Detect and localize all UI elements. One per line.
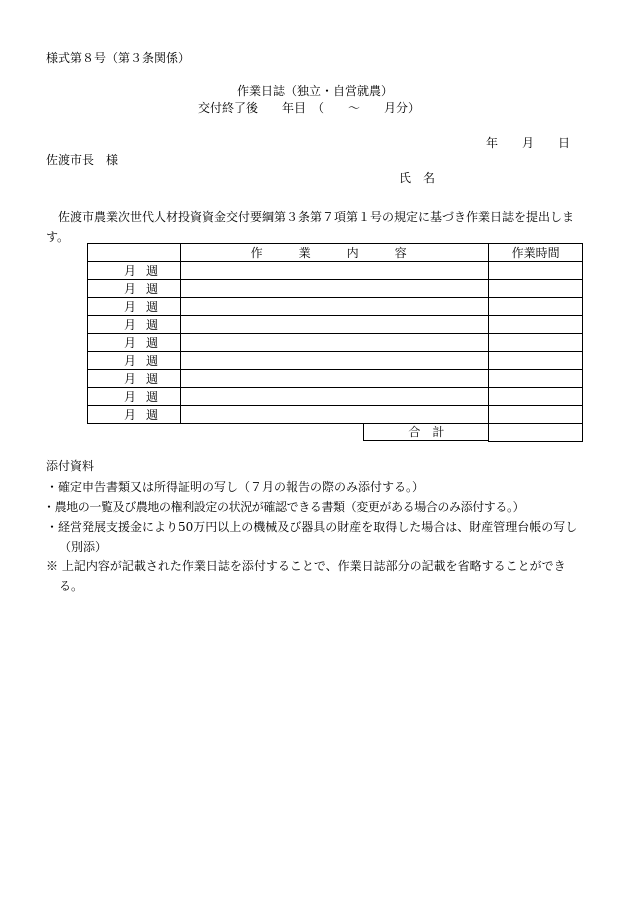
week-label: 週: [146, 371, 159, 386]
week-label-cell: [88, 280, 181, 298]
attachment-note: ※ 上記内容が記載された作業日誌を添付することで、作業日誌部分の記載を省略することができる。: [46, 559, 566, 593]
week-label-cell: [88, 406, 181, 424]
content-cell[interactable]: [180, 370, 489, 388]
table-row: [88, 352, 583, 370]
hours-cell[interactable]: [489, 280, 583, 298]
week-label: 週: [146, 263, 159, 278]
hours-cell[interactable]: [489, 334, 583, 352]
week-label-cell: [88, 388, 181, 406]
hours-cell[interactable]: [489, 352, 583, 370]
attachments-title: 添付資料: [46, 459, 95, 473]
document-subtitle: 交付終了後 年目 （ ～ 月分）: [198, 101, 421, 115]
attachment-item: ・農地の一覧及び農地の権利設定の状況が確認できる書類（変更がある場合のみ添付する。）: [43, 500, 525, 514]
content-cell[interactable]: [180, 352, 489, 370]
content-cell[interactable]: [180, 388, 489, 406]
work-log-table: [87, 243, 583, 442]
week-label: 週: [146, 335, 159, 350]
table-header-content: 作 業 内 容: [180, 244, 489, 262]
form-number: 様式第８号（第３条関係）: [46, 51, 191, 65]
hours-cell[interactable]: [489, 262, 583, 280]
hours-cell[interactable]: [489, 406, 583, 424]
week-label-cell: [88, 334, 181, 352]
table-row: [88, 406, 583, 424]
content-cell[interactable]: [180, 298, 489, 316]
table-row: [88, 388, 583, 406]
week-label: 週: [146, 281, 159, 296]
month-label: 月: [124, 281, 137, 296]
week-label: 週: [146, 389, 159, 404]
week-label-cell: [88, 316, 181, 334]
content-cell[interactable]: [180, 262, 489, 280]
attachment-item: ・確定申告書類又は所得証明の写し（７月の報告の際のみ添付する。）: [46, 480, 425, 494]
content-cell[interactable]: [180, 334, 489, 352]
hours-cell[interactable]: [489, 388, 583, 406]
content-cell[interactable]: [180, 316, 489, 334]
table-row: [88, 262, 583, 280]
total-label: 合 計: [363, 424, 488, 441]
table-row: [88, 280, 583, 298]
hours-cell[interactable]: [489, 298, 583, 316]
table-header-blank: [88, 244, 181, 262]
table-row: [88, 316, 583, 334]
month-label: 月: [124, 353, 137, 368]
attachments-list: [43, 477, 586, 596]
hours-cell[interactable]: [489, 370, 583, 388]
table-header-hours: 作業時間: [489, 244, 583, 262]
month-label: 月: [124, 407, 137, 422]
week-label-cell: [88, 352, 181, 370]
week-label: 週: [146, 407, 159, 422]
week-label: 週: [146, 299, 159, 314]
table-row: [88, 298, 583, 316]
table-row: [88, 334, 583, 352]
month-label: 月: [124, 317, 137, 332]
hours-cell[interactable]: [489, 316, 583, 334]
table-row: [88, 370, 583, 388]
date-line: 年 月 日: [486, 136, 571, 150]
table-header-row: [88, 244, 583, 262]
content-cell[interactable]: [180, 406, 489, 424]
content-cell[interactable]: [180, 280, 489, 298]
addressee: 佐渡市長 様: [46, 153, 119, 167]
document-title: 作業日誌（独立・自営就農）: [236, 84, 393, 98]
table-total-row: [88, 424, 583, 442]
week-label-cell: [88, 262, 181, 280]
month-label: 月: [124, 371, 137, 386]
month-label: 月: [124, 335, 137, 350]
attachment-item: ・経営発展支援金により50万円以上の機械及び器具の財産を取得した場合は、財産管理台帳の写し（別添）: [46, 520, 578, 554]
name-label: 氏 名: [399, 171, 436, 185]
week-label: 週: [146, 353, 159, 368]
total-hours-cell[interactable]: [489, 424, 583, 442]
month-label: 月: [124, 263, 137, 278]
month-label: 月: [124, 299, 137, 314]
total-blank-cell: [88, 424, 181, 442]
total-label-wrapper: [180, 424, 489, 442]
week-label-cell: [88, 298, 181, 316]
week-label-cell: [88, 370, 181, 388]
week-label: 週: [146, 317, 159, 332]
month-label: 月: [124, 389, 137, 404]
statement-paragraph: 佐渡市農業次世代人材投資資金交付要綱第３条第７項第１号の規定に基づき作業日誌を提出します。: [46, 210, 575, 244]
